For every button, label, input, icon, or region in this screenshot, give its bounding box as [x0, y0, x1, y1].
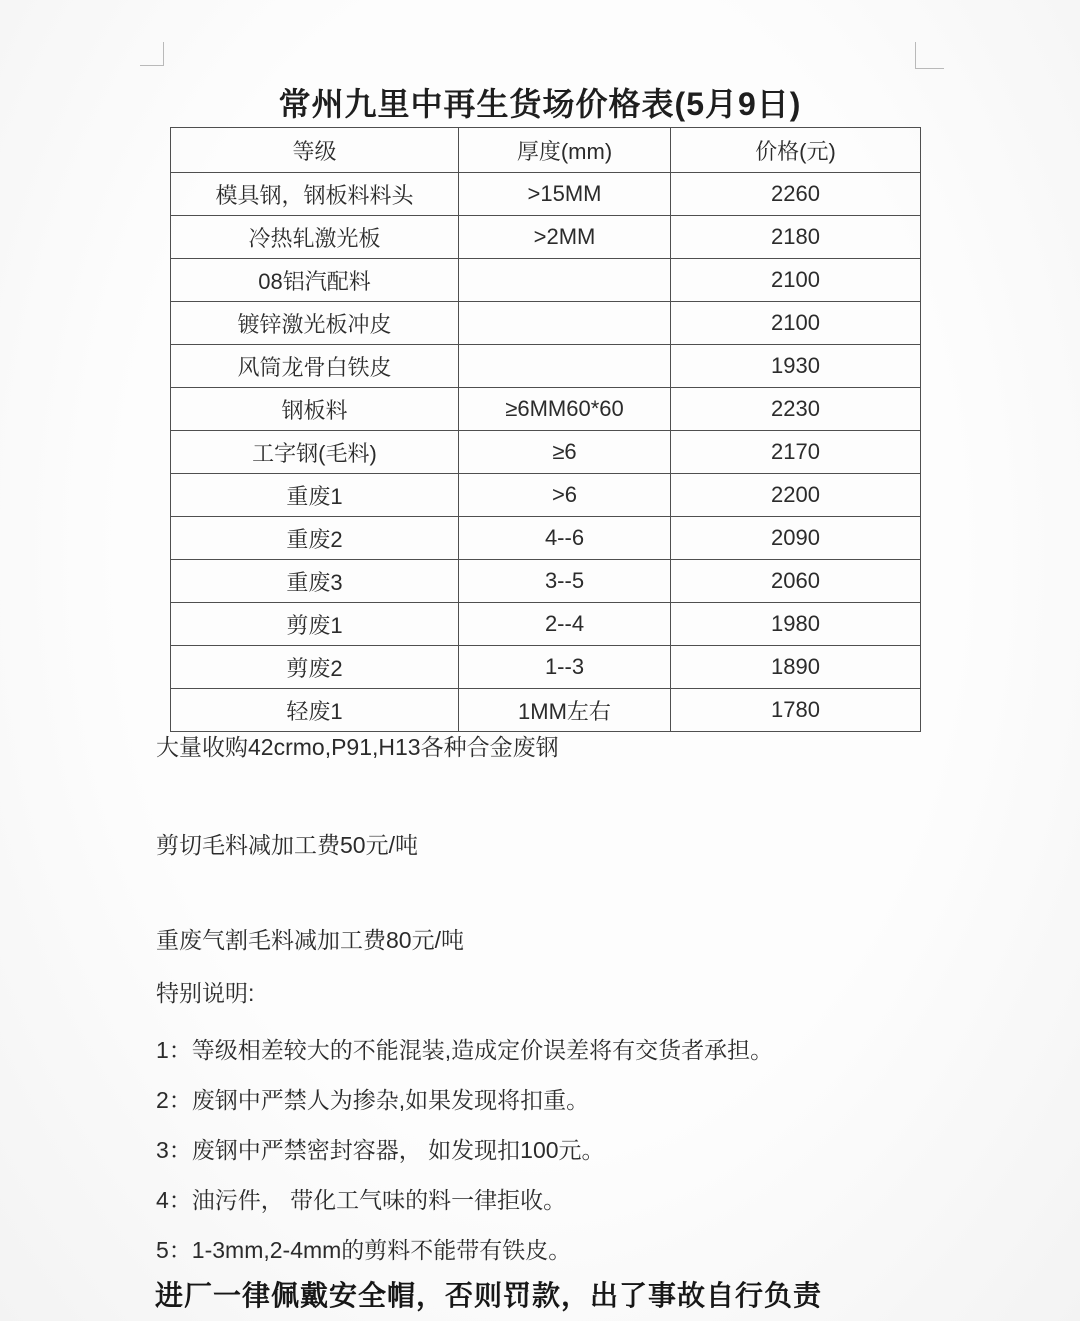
- cell-price: 2100: [671, 302, 921, 345]
- cell-thickness: 4--6: [459, 517, 671, 560]
- cell-grade: 冷热轧激光板: [171, 216, 459, 259]
- cell-price: 2180: [671, 216, 921, 259]
- price-table: [170, 127, 921, 732]
- cell-price: 2200: [671, 474, 921, 517]
- cell-price: 2090: [671, 517, 921, 560]
- special-note-item: 1：等级相差较大的不能混装,造成定价误差将有交货者承担。: [156, 1037, 774, 1063]
- table-row: [171, 259, 921, 302]
- cell-thickness: 3--5: [459, 560, 671, 603]
- special-note-item: 4：油污件， 带化工气味的料一律拒收。: [156, 1187, 567, 1213]
- special-notes-heading: 特别说明:: [156, 980, 255, 1006]
- cell-price: 1930: [671, 345, 921, 388]
- cell-grade: 剪废1: [171, 603, 459, 646]
- cell-price: 2170: [671, 431, 921, 474]
- cell-price: 2260: [671, 173, 921, 216]
- cell-price: 1980: [671, 603, 921, 646]
- cell-grade: 模具钢，钢板料料头: [171, 173, 459, 216]
- cell-price: 1780: [671, 689, 921, 732]
- cell-thickness: >15MM: [459, 173, 671, 216]
- safety-warning: 进厂一律佩戴安全帽，否则罚款，出了事故自行负责: [155, 1280, 823, 1311]
- note-cut-fee: 重废气割毛料减加工费80元/吨: [156, 927, 464, 953]
- table-row: [171, 560, 921, 603]
- note-shear-fee: 剪切毛料减加工费50元/吨: [156, 832, 418, 858]
- header-cell-grade: 等级: [171, 128, 459, 173]
- header-cell-thickness: 厚度(mm): [459, 128, 671, 173]
- cell-thickness: 1MM左右: [459, 689, 671, 732]
- table-row: [171, 302, 921, 345]
- table-header-row: [171, 128, 921, 173]
- page-title: 常州九里中再生货场价格表(5月9日): [278, 86, 802, 122]
- header-cell-price: 价格(元): [671, 128, 921, 173]
- cell-grade: 08铝汽配料: [171, 259, 459, 302]
- cell-price: 1890: [671, 646, 921, 689]
- cell-grade: 剪废2: [171, 646, 459, 689]
- table-row: [171, 345, 921, 388]
- table-row: [171, 173, 921, 216]
- cell-grade: 重废1: [171, 474, 459, 517]
- note-purchase: 大量收购42crmo,P91,H13各种合金废钢: [156, 734, 559, 760]
- table-row: [171, 603, 921, 646]
- cell-grade: 工字钢(毛料): [171, 431, 459, 474]
- table-row: [171, 689, 921, 732]
- cell-price: 2060: [671, 560, 921, 603]
- cell-grade: 轻废1: [171, 689, 459, 732]
- cell-grade: 钢板料: [171, 388, 459, 431]
- cell-price: 2230: [671, 388, 921, 431]
- cell-grade: 重废3: [171, 560, 459, 603]
- cell-thickness: ≥6MM60*60: [459, 388, 671, 431]
- cell-price: 2100: [671, 259, 921, 302]
- cell-thickness: 1--3: [459, 646, 671, 689]
- page-corner-mark-top-right: [915, 42, 944, 69]
- table-row: [171, 517, 921, 560]
- cell-thickness: >6: [459, 474, 671, 517]
- cell-grade: 镀锌激光板冲皮: [171, 302, 459, 345]
- cell-thickness: [459, 302, 671, 345]
- special-note-item: 2：废钢中严禁人为掺杂,如果发现将扣重。: [156, 1087, 590, 1113]
- special-note-item: 3：废钢中严禁密封容器， 如发现扣100元。: [156, 1137, 605, 1163]
- table-row: [171, 474, 921, 517]
- table-row: [171, 216, 921, 259]
- cell-grade: 重废2: [171, 517, 459, 560]
- page-corner-mark-top-left: [140, 42, 164, 66]
- cell-thickness: ≥6: [459, 431, 671, 474]
- special-note-item: 5：1-3mm,2-4mm的剪料不能带有铁皮。: [156, 1237, 572, 1263]
- table-row: [171, 388, 921, 431]
- cell-thickness: >2MM: [459, 216, 671, 259]
- cell-grade: 风筒龙骨白铁皮: [171, 345, 459, 388]
- cell-thickness: [459, 259, 671, 302]
- cell-thickness: 2--4: [459, 603, 671, 646]
- table-row: [171, 431, 921, 474]
- cell-thickness: [459, 345, 671, 388]
- table-row: [171, 646, 921, 689]
